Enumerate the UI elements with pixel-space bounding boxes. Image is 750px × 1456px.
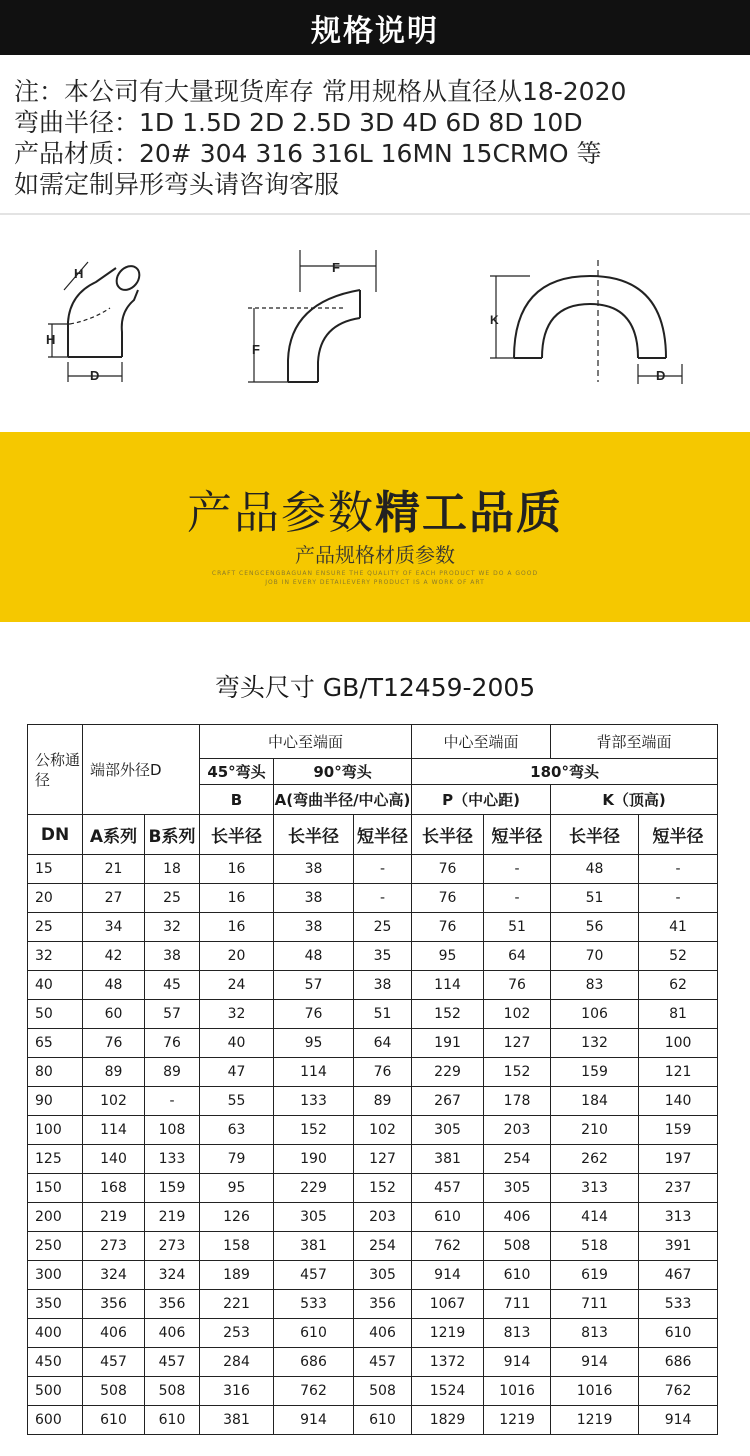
table-cell: 83	[551, 971, 639, 1000]
table-cell: 219	[145, 1203, 200, 1232]
table-cell: 34	[83, 913, 145, 942]
table-cell: 254	[354, 1232, 412, 1261]
table-cell: 686	[274, 1348, 354, 1377]
table-cell: 158	[200, 1232, 274, 1261]
table-cell: 500	[28, 1377, 83, 1406]
banner-tagline-2: JOB IN EVERY DETAILEVERY PRODUCT IS A WORK OF ART	[265, 579, 485, 586]
table-cell: 89	[145, 1058, 200, 1087]
product-banner	[0, 432, 750, 622]
table-cell: 38	[274, 855, 354, 884]
table-cell: 64	[354, 1029, 412, 1058]
table-cell: 914	[274, 1406, 354, 1435]
table-cell: 79	[200, 1145, 274, 1174]
table-title: 弯头尺寸 GB/T12459-2005	[214, 673, 536, 702]
table-cell: 400	[28, 1319, 83, 1348]
table-cell: 533	[639, 1290, 718, 1319]
table-cell: 38	[274, 884, 354, 913]
table-cell: 40	[28, 971, 83, 1000]
table-cell: 300	[28, 1261, 83, 1290]
table-cell: 190	[274, 1145, 354, 1174]
header-series-b: B系列	[145, 815, 200, 855]
table-cell: 32	[145, 913, 200, 942]
table-cell: 51	[551, 884, 639, 913]
table-cell: 76	[274, 1000, 354, 1029]
elbow-180-diagram	[470, 232, 710, 402]
table-cell: 406	[484, 1203, 551, 1232]
page-title: 规格说明	[311, 13, 439, 49]
table-cell: 273	[145, 1232, 200, 1261]
banner-title-bold: 精工品质	[375, 486, 564, 539]
header-center-to-end: 中心至端面	[412, 725, 551, 759]
table-cell: 47	[200, 1058, 274, 1087]
table-cell: 197	[639, 1145, 718, 1174]
table-cell: 356	[145, 1290, 200, 1319]
dim-label: D	[656, 368, 666, 383]
table-cell: 273	[83, 1232, 145, 1261]
table-cell: 762	[412, 1232, 484, 1261]
header-short-radius: 短半径	[354, 815, 412, 855]
table-cell: 32	[28, 942, 83, 971]
table-cell: 102	[354, 1116, 412, 1145]
note-line: 如需定制异形弯头请咨询客服	[14, 170, 340, 199]
table-cell: 324	[83, 1261, 145, 1290]
table-cell: 114	[412, 971, 484, 1000]
table-cell: 45	[145, 971, 200, 1000]
table-cell: 140	[83, 1145, 145, 1174]
table-cell: 100	[28, 1116, 83, 1145]
table-cell: 305	[412, 1116, 484, 1145]
table-cell: 133	[274, 1087, 354, 1116]
table-body	[28, 855, 718, 1435]
table-cell: 457	[145, 1348, 200, 1377]
table-cell: 40	[200, 1029, 274, 1058]
table-cell: 102	[83, 1087, 145, 1116]
header-long-radius: 长半径	[551, 815, 639, 855]
table-cell: 391	[639, 1232, 718, 1261]
table-row	[28, 884, 718, 913]
table-cell: 63	[200, 1116, 274, 1145]
table-cell: 32	[200, 1000, 274, 1029]
table-cell: 762	[274, 1377, 354, 1406]
table-cell: 127	[354, 1145, 412, 1174]
table-cell: 76	[354, 1058, 412, 1087]
table-row	[28, 1000, 718, 1029]
table-cell: 313	[551, 1174, 639, 1203]
table-cell: 51	[484, 913, 551, 942]
table-cell: 100	[639, 1029, 718, 1058]
table-cell: 508	[354, 1377, 412, 1406]
table-cell: 619	[551, 1261, 639, 1290]
table-cell: 305	[274, 1203, 354, 1232]
table-cell: 89	[354, 1087, 412, 1116]
dim-label: D	[90, 368, 100, 383]
table-cell: 518	[551, 1232, 639, 1261]
table-row	[28, 1319, 718, 1348]
table-cell: 41	[639, 913, 718, 942]
header-elbow-90: 90°弯头	[274, 759, 412, 785]
table-cell: 81	[639, 1000, 718, 1029]
table-cell: 356	[83, 1290, 145, 1319]
table-row	[28, 1203, 718, 1232]
table-cell: 381	[412, 1145, 484, 1174]
table-cell: 762	[639, 1377, 718, 1406]
table-cell: 114	[274, 1058, 354, 1087]
spec-notes	[14, 76, 744, 200]
table-cell: 350	[28, 1290, 83, 1319]
note-line: 弯曲半径：1D 1.5D 2D 2.5D 3D 4D 6D 8D 10D	[14, 108, 583, 137]
table-cell: -	[639, 884, 718, 913]
table-cell: 237	[639, 1174, 718, 1203]
banner-title	[0, 476, 750, 541]
table-cell: 48	[551, 855, 639, 884]
table-cell: 508	[484, 1232, 551, 1261]
table-cell: -	[145, 1087, 200, 1116]
table-row	[28, 1261, 718, 1290]
table-cell: 48	[83, 971, 145, 1000]
table-cell: 38	[354, 971, 412, 1000]
table-cell: 381	[274, 1232, 354, 1261]
table-cell: 313	[639, 1203, 718, 1232]
table-cell: 65	[28, 1029, 83, 1058]
table-cell: 25	[145, 884, 200, 913]
header-series-a: A系列	[83, 815, 145, 855]
table-cell: 253	[200, 1319, 274, 1348]
table-cell: 57	[145, 1000, 200, 1029]
header-short-radius: 短半径	[484, 815, 551, 855]
dim-label: H	[46, 332, 56, 347]
table-cell: 76	[484, 971, 551, 1000]
table-cell: 95	[412, 942, 484, 971]
table-cell: 126	[200, 1203, 274, 1232]
table-cell: 262	[551, 1145, 639, 1174]
table-cell: 457	[412, 1174, 484, 1203]
header-short-radius: 短半径	[639, 815, 718, 855]
table-cell: 1524	[412, 1377, 484, 1406]
note-line: 注：本公司有大量现货库存 常用规格从直径从18-2020	[14, 77, 627, 106]
table-cell: 305	[354, 1261, 412, 1290]
table-cell: 55	[200, 1087, 274, 1116]
table-cell: 90	[28, 1087, 83, 1116]
table-cell: 140	[639, 1087, 718, 1116]
elbow-90-diagram	[240, 232, 390, 402]
header-k: K（顶高)	[551, 785, 718, 815]
table-cell: 152	[274, 1116, 354, 1145]
table-cell: 42	[83, 942, 145, 971]
table-cell: 267	[412, 1087, 484, 1116]
table-cell: 159	[145, 1174, 200, 1203]
table-cell: 610	[145, 1406, 200, 1435]
table-cell: 52	[639, 942, 718, 971]
table-cell: 508	[145, 1377, 200, 1406]
table-cell: 381	[200, 1406, 274, 1435]
table-cell: 1372	[412, 1348, 484, 1377]
table-cell: 89	[83, 1058, 145, 1087]
table-cell: -	[354, 884, 412, 913]
divider	[0, 213, 750, 215]
table-cell: 159	[639, 1116, 718, 1145]
table-cell: 24	[200, 971, 274, 1000]
table-cell: 200	[28, 1203, 83, 1232]
table-row	[28, 1145, 718, 1174]
elbow-dimension-table	[27, 724, 718, 1435]
dim-label: H	[74, 266, 84, 281]
table-row	[28, 942, 718, 971]
table-cell: 813	[551, 1319, 639, 1348]
table-cell: 533	[274, 1290, 354, 1319]
banner-tagline-1: CRAFT CENGCENGBAGUAN ENSURE THE QUALITY OF EACH PRODUCT WE DO A GOOD	[211, 570, 539, 577]
table-cell: 95	[274, 1029, 354, 1058]
table-cell: 25	[354, 913, 412, 942]
banner-subtitle: 产品规格材质参数	[295, 543, 455, 567]
header-p: P（中心距)	[412, 785, 551, 815]
table-cell: 18	[145, 855, 200, 884]
table-cell: 914	[484, 1348, 551, 1377]
header-center-to-end: 中心至端面	[200, 725, 412, 759]
table-cell: 686	[639, 1348, 718, 1377]
title-band	[0, 0, 750, 55]
table-cell: 38	[145, 942, 200, 971]
table-cell: 610	[354, 1406, 412, 1435]
table-cell: 20	[200, 942, 274, 971]
table-cell: 70	[551, 942, 639, 971]
table-row	[28, 1348, 718, 1377]
table-cell: 25	[28, 913, 83, 942]
table-cell: 60	[83, 1000, 145, 1029]
table-cell: 711	[484, 1290, 551, 1319]
table-row	[28, 1377, 718, 1406]
table-row	[28, 1406, 718, 1435]
table-cell: 50	[28, 1000, 83, 1029]
table-cell: 38	[274, 913, 354, 942]
header-elbow-45: 45°弯头	[200, 759, 274, 785]
header-a: A(弯曲半径/中心高)	[274, 785, 412, 815]
table-cell: 80	[28, 1058, 83, 1087]
table-row	[28, 855, 718, 884]
table-cell: 457	[274, 1261, 354, 1290]
table-cell: 219	[83, 1203, 145, 1232]
header-nominal: 公称通径	[28, 725, 83, 815]
table-cell: 150	[28, 1174, 83, 1203]
table-cell: 152	[412, 1000, 484, 1029]
table-cell: 76	[412, 855, 484, 884]
table-row	[28, 1174, 718, 1203]
table-cell: 1067	[412, 1290, 484, 1319]
table-cell: 16	[200, 855, 274, 884]
table-cell: 610	[639, 1319, 718, 1348]
table-cell: 21	[83, 855, 145, 884]
header-long-radius: 长半径	[200, 815, 274, 855]
table-cell: 457	[354, 1348, 412, 1377]
table-cell: 62	[639, 971, 718, 1000]
table-cell: 168	[83, 1174, 145, 1203]
table-row	[28, 1232, 718, 1261]
table-row	[28, 913, 718, 942]
table-cell: 316	[200, 1377, 274, 1406]
table-cell: 57	[274, 971, 354, 1000]
dim-label: F	[252, 342, 260, 357]
table-cell: 127	[484, 1029, 551, 1058]
table-cell: 108	[145, 1116, 200, 1145]
table-cell: 414	[551, 1203, 639, 1232]
table-cell: 406	[354, 1319, 412, 1348]
table-cell: 254	[484, 1145, 551, 1174]
table-cell: 152	[484, 1058, 551, 1087]
table-cell: 406	[83, 1319, 145, 1348]
table-cell: 600	[28, 1406, 83, 1435]
table-cell: 1016	[484, 1377, 551, 1406]
table-cell: 76	[83, 1029, 145, 1058]
table-cell: 159	[551, 1058, 639, 1087]
table-cell: -	[484, 855, 551, 884]
table-cell: 610	[83, 1406, 145, 1435]
table-cell: 189	[200, 1261, 274, 1290]
table-cell: -	[354, 855, 412, 884]
header-long-radius: 长半径	[412, 815, 484, 855]
table-cell: 114	[83, 1116, 145, 1145]
header-b: B	[200, 785, 274, 815]
table-cell: 250	[28, 1232, 83, 1261]
table-cell: 914	[412, 1261, 484, 1290]
table-cell: 106	[551, 1000, 639, 1029]
table-cell: 20	[28, 884, 83, 913]
table-cell: 508	[83, 1377, 145, 1406]
table-row	[28, 1087, 718, 1116]
table-cell: 64	[484, 942, 551, 971]
table-cell: 324	[145, 1261, 200, 1290]
elbow-diagrams	[0, 232, 750, 418]
table-cell: 15	[28, 855, 83, 884]
table-cell: 221	[200, 1290, 274, 1319]
table-cell: 132	[551, 1029, 639, 1058]
table-cell: 48	[274, 942, 354, 971]
table-cell: 76	[412, 913, 484, 942]
table-cell: 1219	[551, 1406, 639, 1435]
table-cell: 203	[354, 1203, 412, 1232]
table-cell: 229	[274, 1174, 354, 1203]
table-cell: 95	[200, 1174, 274, 1203]
dim-label: F	[332, 260, 340, 275]
table-cell: 467	[639, 1261, 718, 1290]
table-cell: -	[639, 855, 718, 884]
table-cell: 191	[412, 1029, 484, 1058]
table-cell: 133	[145, 1145, 200, 1174]
dim-label: K	[490, 313, 499, 327]
banner-title-thin: 产品参数	[186, 486, 375, 539]
table-cell: 102	[484, 1000, 551, 1029]
table-cell: 1219	[412, 1319, 484, 1348]
header-back-to-end: 背部至端面	[551, 725, 718, 759]
table-row	[28, 1116, 718, 1145]
table-cell: 406	[145, 1319, 200, 1348]
table-cell: 152	[354, 1174, 412, 1203]
table-cell: 914	[551, 1348, 639, 1377]
table-row	[28, 1290, 718, 1319]
table-row	[28, 1058, 718, 1087]
table-cell: 16	[200, 884, 274, 913]
table-cell: 229	[412, 1058, 484, 1087]
header-elbow-180: 180°弯头	[412, 759, 718, 785]
table-cell: 914	[639, 1406, 718, 1435]
table-cell: 610	[274, 1319, 354, 1348]
header-outer-diameter: 端部外径D	[83, 725, 200, 815]
table-cell: 1829	[412, 1406, 484, 1435]
table-cell: 356	[354, 1290, 412, 1319]
table-row	[28, 971, 718, 1000]
table-cell: 813	[484, 1319, 551, 1348]
table-cell: 76	[412, 884, 484, 913]
table-cell: 450	[28, 1348, 83, 1377]
table-cell: 305	[484, 1174, 551, 1203]
table-cell: 210	[551, 1116, 639, 1145]
header-dn: DN	[28, 815, 83, 855]
table-cell: 76	[145, 1029, 200, 1058]
table-cell: 35	[354, 942, 412, 971]
table-cell: 178	[484, 1087, 551, 1116]
table-cell: 610	[412, 1203, 484, 1232]
table-cell: 16	[200, 913, 274, 942]
table-cell: 1016	[551, 1377, 639, 1406]
table-cell: 184	[551, 1087, 639, 1116]
table-cell: 125	[28, 1145, 83, 1174]
header-long-radius: 长半径	[274, 815, 354, 855]
table-row	[28, 1029, 718, 1058]
table-cell: 610	[484, 1261, 551, 1290]
table-cell: 203	[484, 1116, 551, 1145]
note-line: 产品材质：20# 304 316 316L 16MN 15CRMO 等	[14, 139, 602, 168]
table-cell: -	[484, 884, 551, 913]
table-cell: 56	[551, 913, 639, 942]
table-cell: 711	[551, 1290, 639, 1319]
table-cell: 284	[200, 1348, 274, 1377]
elbow-45-diagram	[30, 232, 150, 392]
table-cell: 457	[83, 1348, 145, 1377]
table-cell: 51	[354, 1000, 412, 1029]
table-cell: 27	[83, 884, 145, 913]
table-cell: 1219	[484, 1406, 551, 1435]
table-cell: 121	[639, 1058, 718, 1087]
